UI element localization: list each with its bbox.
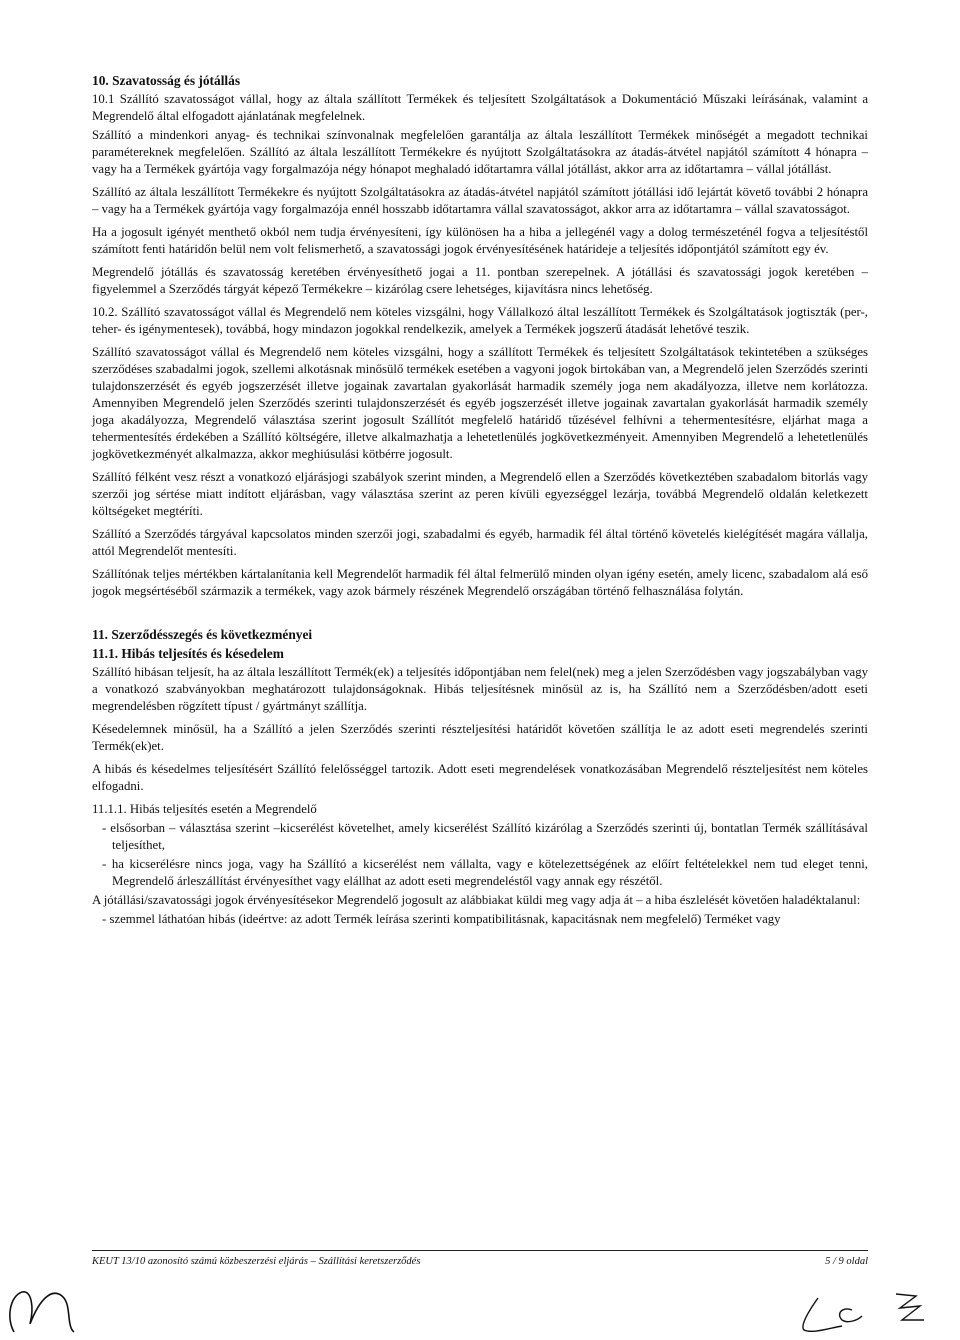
initial-mark-left — [10, 1292, 74, 1332]
paragraph: A hibás és késedelmes teljesítésért Szállító felelősséggel tartozik. Adott eseti megrendelések vonatkozásában Megrendelő részteljesítést nem köteles elfogadni. — [92, 762, 868, 793]
section-10 — [92, 72, 868, 600]
page-footer — [92, 1256, 868, 1267]
handwritten-initials — [0, 1268, 960, 1340]
list-item: - elsősorban – választása szerint –kicserélést követelhet, amely kicserélést Szállító kizárólag a Szerződés szerinti új, bontatlan Termék szállításával teljesíthet, — [102, 821, 868, 852]
footer-page-number: 5 / 9 oldal — [825, 1256, 868, 1267]
paragraph: Késedelemnek minősül, ha a Szállító a jelen Szerződés szerinti részteljesítési határidőt követően szállítja le az adott eseti megrendelés szerinti Termék(ek)et. — [92, 722, 868, 753]
list-item: - ha kicserélésre nincs joga, vagy ha Szállító a kicserélést nem vállalta, vagy e kötelezettségének az előírt feltételekkel nem tud eleget tenni, Megrendelő árleszállítást érvényesíthet vagy elállhat az adott eseti megrendeléstől vagy annak egy részétől. — [102, 857, 868, 888]
document-body — [92, 72, 868, 930]
footer-document-reference: KEUT 13/10 azonosító számú közbeszerzési eljárás – Szállítási keretszerződés — [92, 1256, 421, 1267]
initial-mark-right-2 — [840, 1309, 862, 1322]
section-11-1-title: 11.1. Hibás teljesítés és késedelem — [92, 646, 284, 661]
subsection-intro: 11.1.1. Hibás teljesítés esetén a Megrendelő — [92, 802, 317, 816]
paragraph: Megrendelő jótállás és szavatosság keretében érvényesíthető jogai a 11. pontban szerepelnek. A jótállási és szavatossági jogok keretében – figyelemmel a Szerződés tárgyát képező Termékekre – kizárólag csere lehetséges, kijavításra nincs lehetőség. — [92, 265, 868, 296]
paragraph: Szállítónak teljes mértékben kártalanítania kell Megrendelőt harmadik fél által felmerülő minden olyan igény esetén, amely licenc, szabadalom alá eső jogok megsértéséből származik a termékek, vagy azok bármely részének Megrendelő országában történő felhasználása folytán. — [92, 567, 868, 598]
footer-rule — [92, 1250, 868, 1251]
paragraph: Szállító hibásan teljesít, ha az általa leszállított Termék(ek) a teljesítés időpontjában nem felel(nek) meg a jelen Szerződésben vagy jogszabályban vagy a vonatkozó szabványokban meghatározott tulajdonságoknak. Hibás teljesítésnek minősül az is, ha Szállító nem a Szerződésben/adott eseti megrendelésben rögzített típust / gyártmányt szállítja. — [92, 665, 868, 713]
section-11-title: 11. Szerződésszegés és következményei — [92, 627, 313, 642]
paragraph: Szállító a mindenkori anyag- és technikai színvonalnak megfelelően garantálja az általa leszállított Termékek minőségét a megadott technikai paramétereknek megfelelően. Szállító az általa leszállított Termékekre és nyújtott Szolgáltatásokra az átadás-átvétel napjától számított 4 hónapra – vagy ha a Termékek gyártója vagy forgalmazója négy hónapot meghaladó időtartamra vállal jótállást, akkor arra az időtartamra – vállal jótállást. — [92, 128, 868, 176]
section-11 — [92, 626, 868, 928]
paragraph: Ha a jogosult igényét menthető okból nem tudja érvényesíteni, így különösen ha a hiba a jellegénél vagy a dolog természeténél fogva a teljesítéstől számított fenti határidőn belül nem volt felismerhető, a szavatossági jogok érvényesítésének határideje a teljesítés időpontjától számított egy év. — [92, 225, 868, 256]
initial-mark-right-3 — [896, 1294, 924, 1320]
paragraph: 10.1 Szállító szavatosságot vállal, hogy az általa szállított Termékek és teljesített Szolgáltatások a Dokumentáció Műszaki leírásának, valamint a Megrendelő által elfogadott ajánlatának megfelelnek. — [92, 92, 868, 123]
paragraph: Szállító félként vesz részt a vonatkozó eljárásjogi szabályok szerint minden, a Megrendelő ellen a Szerződés következtében szabadalom bitorlás vagy szerzői jog sértése miatt indított eljárásban, vagy választása szerint az peren kívüli egyezséggel lezárja, továbbá Megrendelő oldalán keletkezett költségeket megtéríti. — [92, 470, 868, 518]
paragraph: Szállító szavatosságot vállal és Megrendelő nem köteles vizsgálni, hogy a szállított Termékek és teljesített Szolgáltatások tekintetében a szükséges szerződéses szabadalmi jogok, szellemi alkotásnak minősülő termékek esetében a vagyoni jogok birtokában van, a Megrendelő jelen Szerződés szerinti tulajdonszerzését és egyéb jogszerzését illetve jogainak zavartalan gyakorlását harmadik személy joga nem akadályozza, illetve nem korlátozza. Amennyiben Megrendelő jelen Szerződés szerinti tulajdonszerzését és egyéb jogszerzését illetve jogainak zavartalan gyakorlását harmadik személy joga akadályozza, Megrendelő választása szerint jogosult Szállítót megfelelő határidő tűzésével felhívni a tehermentesítésre, eljárhat maga a tehermentesítés érdekében a Szállító költségére, illetve alkalmazhatja a lehetetlenülés jogkövetkezményeit. Amennyiben Megrendelő a lehetetlenülés jogkövetkezményét alkalmazza, akkor meghiúsulási kötbérre jogosult. — [92, 345, 868, 461]
paragraph: Szállító az általa leszállított Termékekre és nyújtott Szolgáltatásokra az átadás-átvétel napjától számított jótállási idő lejártát követő további 2 hónapra – vagy ha a Termékek gyártója vagy forgalmazója ennél hosszabb időtartamra vállal szavatosságot, akkor arra az időtartamra – vállal szavatosságot. — [92, 185, 868, 216]
paragraph: A jótállási/szavatossági jogok érvényesítésekor Megrendelő jogosult az alábbiakat küldi meg vagy adja át – a hiba észlelését követően haladéktalanul: — [92, 893, 861, 907]
section-gap — [92, 606, 868, 626]
section-10-title: 10. Szavatosság és jótállás — [92, 73, 241, 88]
paragraph: 10.2. Szállító szavatosságot vállal és Megrendelő nem köteles vizsgálni, hogy Vállalkozó által leszállított Termékek és Szolgáltatások jogtiszták (per-, teher- és igénymentesek), továbbá, hogy mindazon jogokkal rendelkezik, amelyek a Termékek jogszerű átadását lehetővé teszik. — [92, 305, 868, 336]
paragraph: Szállító a Szerződés tárgyával kapcsolatos minden szerzői jogi, szabadalmi és egyéb, harmadik fél által történő követelés kielégítését magára vállalja, attól Megrendelőt mentesíti. — [92, 527, 868, 558]
initial-mark-right-1 — [803, 1298, 842, 1331]
list-item: - szemmel láthatóan hibás (ideértve: az adott Termék leírása szerinti kompatibilitásnak, kapacitásnak nem megfelelő) Terméket vagy — [102, 912, 781, 926]
